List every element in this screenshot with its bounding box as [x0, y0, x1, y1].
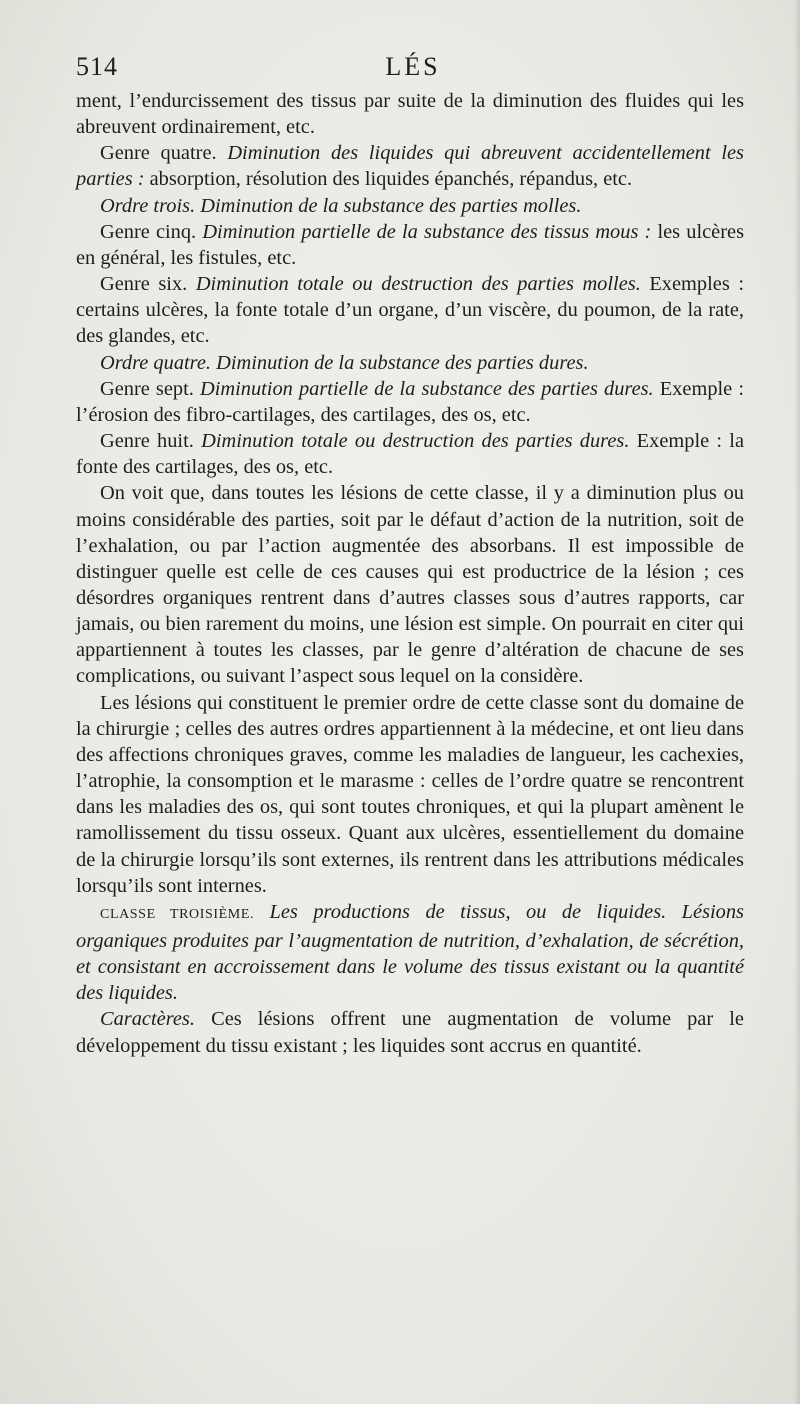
- genre-label: Genre huit.: [100, 430, 202, 453]
- paragraph-genre-sept: [76, 376, 744, 428]
- classe-label: CLASSE TROISIÈME.: [100, 906, 255, 922]
- text-span: Les lésions qui constituent le premier ordre de cette classe sont du domaine de la chirurgie ; celles des autres ordres appartiennent à la médecine, et ont lieu dans des affections chroniques graves, comme les maladies de langueur, les cachexies, l’atrophie, la consomption et le marasme : celles de l’ordre quatre se rencontrent dans les maladies des os, qui sont toutes chroniques, et qui la plupart amènent le ramollissement du tissu osseux. Quant aux ulcères, essentiellement du domaine de la chirurgie lorsqu’ils sont externes, ils rentrent dans les attributions médicales lorsqu’ils sont internes.: [76, 691, 744, 897]
- genre-label: Genre six.: [100, 273, 196, 296]
- classe-title: Les productions de tissus, ou de liquides. Lésions organiques produites par l’augmentation de nutrition, d’exhalation, de sécrétion, et consistant en accroissement dans le volume des tissus existant ou la quantité des liquides.: [76, 900, 744, 1005]
- paragraph-genre-cinq: [76, 219, 744, 271]
- genre-title: Diminution totale ou destruction des parties dures.: [201, 430, 630, 453]
- text-span: absorption, résolution des liquides épanchés, répandus, etc.: [144, 168, 633, 191]
- text-span: On voit que, dans toutes les lésions de cette classe, il y a diminution plus ou moins considérable des parties, soit par le défaut d’action de la nutrition, soit de l’exhalation, ou par l’action augmentée des absorbans. Il est impossible de distinguer quelle est celle de ces causes qui est productrice de la lésion ; ces désordres organiques rentrent dans d’autres classes sous d’autres rapports, car jamais, ou bien rarement du moins, une lésion est simple. On pourrait en citer qui appartiennent à toutes les classes, par le genre d’altération de chacune de ses complications, ou suivant l’aspect sous lequel on la considère.: [76, 482, 744, 688]
- paragraph-genre-six: [76, 271, 744, 349]
- heading-ordre-trois: [76, 193, 744, 219]
- paragraph-genre-huit: [76, 428, 744, 480]
- page-number: 514: [76, 52, 118, 81]
- paragraph-continuation: [76, 88, 744, 140]
- text-span: Exemple : la fonte des cartilages, des os, etc.: [76, 430, 745, 479]
- genre-label: Genre sept.: [100, 377, 200, 400]
- text-span: ment, l’endurcissement des tissus par suite de la diminution des fluides qui les abreuvent ordinairement, etc.: [76, 90, 744, 139]
- heading-ordre-quatre: [76, 350, 744, 376]
- genre-title: Diminution partielle de la substance des tissus mous :: [202, 220, 652, 243]
- paragraph-commentary: [76, 480, 744, 689]
- running-head: LÉS: [385, 52, 441, 81]
- text-span: Ces lésions offrent une augmentation de volume par le développement du tissu existant ; les liquides sont accrus en quantité.: [76, 1008, 744, 1057]
- genre-title: Diminution des liquides qui abreuvent accidentellement les parties :: [76, 142, 744, 191]
- paragraph-domain: [76, 690, 744, 899]
- genre-title: Diminution partielle de la substance des parties dures.: [199, 377, 654, 400]
- text-span: Exemples : certains ulcères, la fonte totale d’un organe, d’un viscère, du poumon, de la rate, des glandes, etc.: [76, 273, 744, 348]
- ordre-title: Ordre trois. Diminution de la substance des parties molles.: [100, 194, 582, 217]
- paragraph-caracteres: [76, 1006, 744, 1058]
- text-span: les ulcères en général, les fistules, etc.: [76, 220, 745, 269]
- genre-label: Genre quatre.: [100, 142, 228, 165]
- caracteres-label: Caractères.: [100, 1008, 195, 1031]
- genre-title: Diminution totale ou destruction des parties molles.: [195, 273, 641, 296]
- heading-classe-troisieme: [76, 899, 744, 1007]
- genre-label: Genre cinq.: [100, 220, 203, 243]
- page-header: [76, 52, 750, 88]
- ordre-title: Ordre quatre. Diminution de la substance des parties dures.: [100, 351, 589, 374]
- page-body: [76, 88, 744, 1059]
- text-span: Exemple : l’érosion des fibro-cartilages, des cartilages, des os, etc.: [76, 377, 744, 426]
- paragraph-genre-quatre: [76, 140, 744, 192]
